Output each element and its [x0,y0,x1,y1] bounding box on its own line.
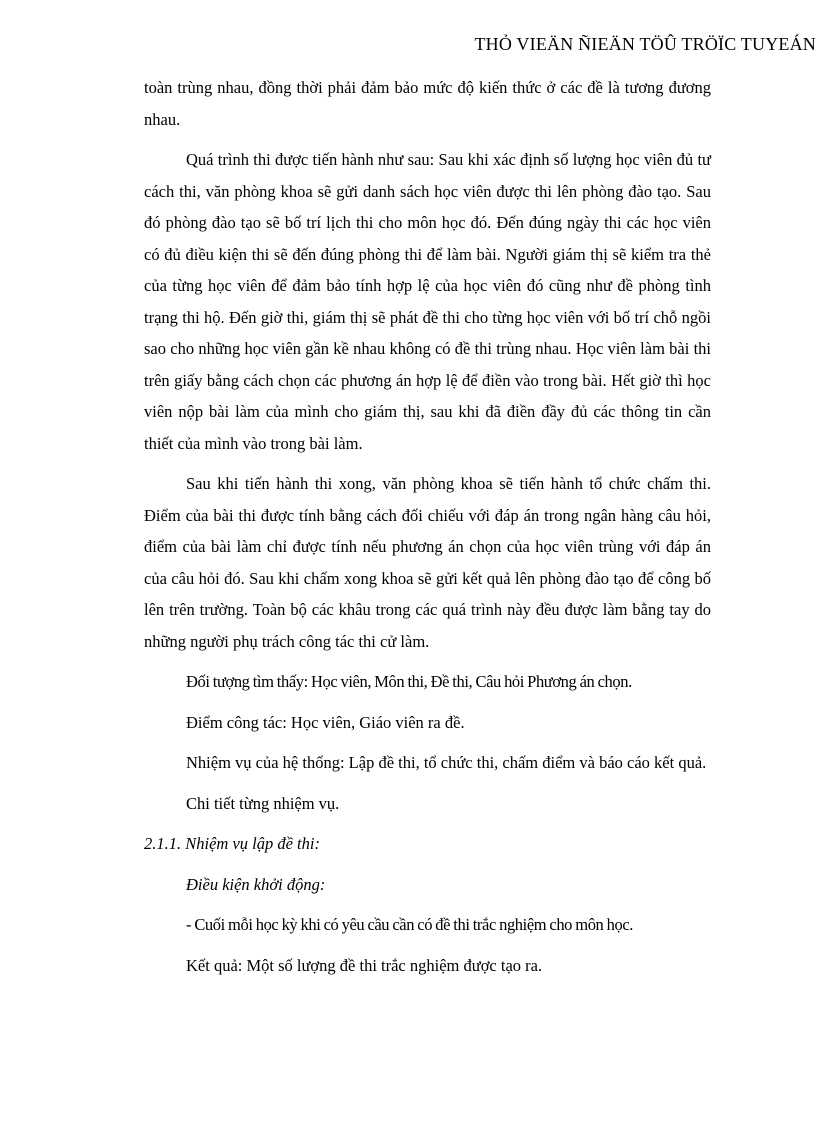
section-heading-2-1-1: 2.1.1. Nhiệm vụ lập đề thi: [144,834,320,853]
subheading-start-condition: Điều kiện khởi động: [186,874,326,894]
paragraph-objects-found: Đối tượng tìm thấy: Học viên, Môn thi, Đề thi, Câu hỏi Phương án chọn. [186,672,632,691]
paragraph-continuation: toàn trùng nhau, đồng thời phải đảm bảo mức độ kiến thức ở các đề là tương đương nhau. [144,78,711,129]
paragraph-task-details: Chi tiết từng nhiệm vụ. [186,793,340,813]
paragraph-exam-process: Quá trình thi được tiến hành như sau: Sau khi xác định số lượng học viên đủ tư cách thi, văn phòng khoa sẽ gửi danh sách học viên được thi lên phòng đào tạo. Sau đó phòng đào tạo sẽ bố trí lịch thi cho môn học đó. Đến đúng ngày thi các học viên có đủ điều kiện thi sẽ đến đúng phòng thi để làm bài. Người giám thị sẽ kiểm tra thẻ của từng học viên để đảm bảo tính hợp lệ của học viên đó cũng như đề phòng tình trạng thi hộ. Đến giờ thi, giám thị sẽ phát đề thi cho từng học viên với bố trí chỗ ngồi sao cho những học viên gần kề nhau không có đề thi trùng nhau. Học viên làm bài thi trên giấy bằng cách chọn các phương án hợp lệ để điền vào trong bài. Hết giờ thì học viên nộp bài làm của mình cho giám thị, sau khi đã điền đầy đủ các thông tin cần thiết của mình vào trong bài làm. [144,150,711,453]
paragraph-system-tasks: Nhiệm vụ của hệ thống: Lập đề thi, tổ chức thi, chấm điểm và báo cáo kết quả. [186,753,707,772]
list-item-condition: - Cuối mỗi học kỳ khi có yêu cầu cần có đề thi trắc nghiệm cho môn học. [186,915,633,934]
site-header-title: THỎ VIEÄN ÑIEÄN TÖÛ TRÖÏC TUYEÁN [474,34,816,54]
document-body [144,72,711,990]
paragraph-result: Kết quả: Một số lượng đề thi trắc nghiệm được tạo ra. [186,955,543,975]
paragraph-grading-process: Sau khi tiến hành thi xong, văn phòng khoa sẽ tiến hành tổ chức chấm thi. Điểm của bài thi được tính bằng cách đối chiếu với đáp án trong ngân hàng câu hỏi, điểm của bài làm chỉ được tính nếu phương án chọn của học viên trùng với đáp án của câu hỏi đó. Sau khi chấm xong khoa sẽ gửi kết quả lên phòng đào tạo để công bố lên trên trường. Toàn bộ các khâu trong các quá trình này đều được làm bằng tay do những người phụ trách công tác thi cử làm. [144,474,711,651]
paragraph-actors: Điểm công tác: Học viên, Giáo viên ra đề. [186,712,465,732]
